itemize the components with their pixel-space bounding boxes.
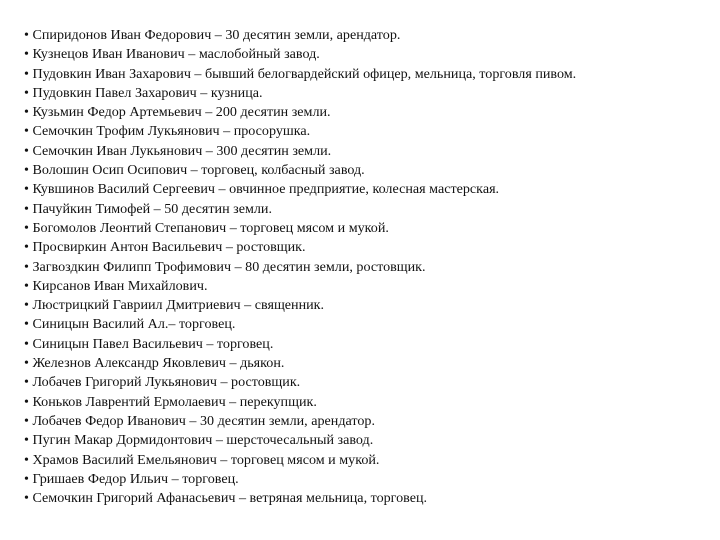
list-item: • Синицын Павел Васильевич – торговец. — [24, 335, 274, 352]
list-item: • Богомолов Леонтий Степанович – торговец мясом и мукой. — [24, 219, 389, 236]
list-item: • Просвиркин Антон Васильевич – ростовщик. — [24, 239, 306, 256]
list-item: • Лобачев Федор Иванович – 30 десятин земли, арендатор. — [24, 412, 375, 429]
list-item: • Пудовкин Иван Захарович – бывший белогвардейский офицер, мельница, торговля пивом. — [24, 65, 577, 82]
list-item: • Кузнецов Иван Иванович – маслобойный завод. — [24, 46, 320, 63]
list-item: • Семочкин Иван Лукьянович – 300 десятин земли. — [24, 142, 332, 159]
list-item: • Загвоздкин Филипп Трофимович – 80 десятин земли, ростовщик. — [24, 258, 426, 275]
list-item: • Храмов Василий Емельянович – торговец мясом и мукой. — [24, 451, 380, 468]
list-item: • Семочкин Трофим Лукьянович – просорушка. — [24, 123, 311, 140]
person-list — [24, 26, 576, 508]
list-item: • Лобачев Григорий Лукьянович – ростовщик. — [24, 374, 301, 391]
list-item: • Кувшинов Василий Сергеевич – овчинное предприятие, колесная мастерская. — [24, 181, 500, 198]
list-item: • Коньков Лаврентий Ермолаевич – перекупщик. — [24, 393, 317, 410]
list-item: • Волошин Осип Осипович – торговец, колбасный завод. — [24, 162, 365, 179]
list-item: • Кирсанов Иван Михайлович. — [24, 277, 208, 294]
list-item: • Пугин Макар Дормидонтович – шерсточесальный завод. — [24, 432, 374, 449]
list-item: • Люстрицкий Гавриил Дмитриевич – священник. — [24, 297, 325, 314]
list-item: • Гришаев Федор Ильич – торговец. — [24, 470, 239, 487]
list-item: • Синицын Василий Ал.– торговец. — [24, 316, 236, 333]
list-item: • Спиридонов Иван Федорович – 30 десятин земли, арендатор. — [24, 27, 401, 43]
list-item: • Семочкин Григорий Афанасьевич – ветряная мельница, торговец. — [24, 490, 428, 507]
list-item: • Пачуйкин Тимофей – 50 десятин земли. — [24, 200, 272, 217]
list-item: • Кузьмин Федор Артемьевич – 200 десятин земли. — [24, 104, 331, 121]
list-item: • Пудовкин Павел Захарович – кузница. — [24, 84, 263, 101]
list-item: • Железнов Александр Яковлевич – дьякон. — [24, 355, 285, 372]
